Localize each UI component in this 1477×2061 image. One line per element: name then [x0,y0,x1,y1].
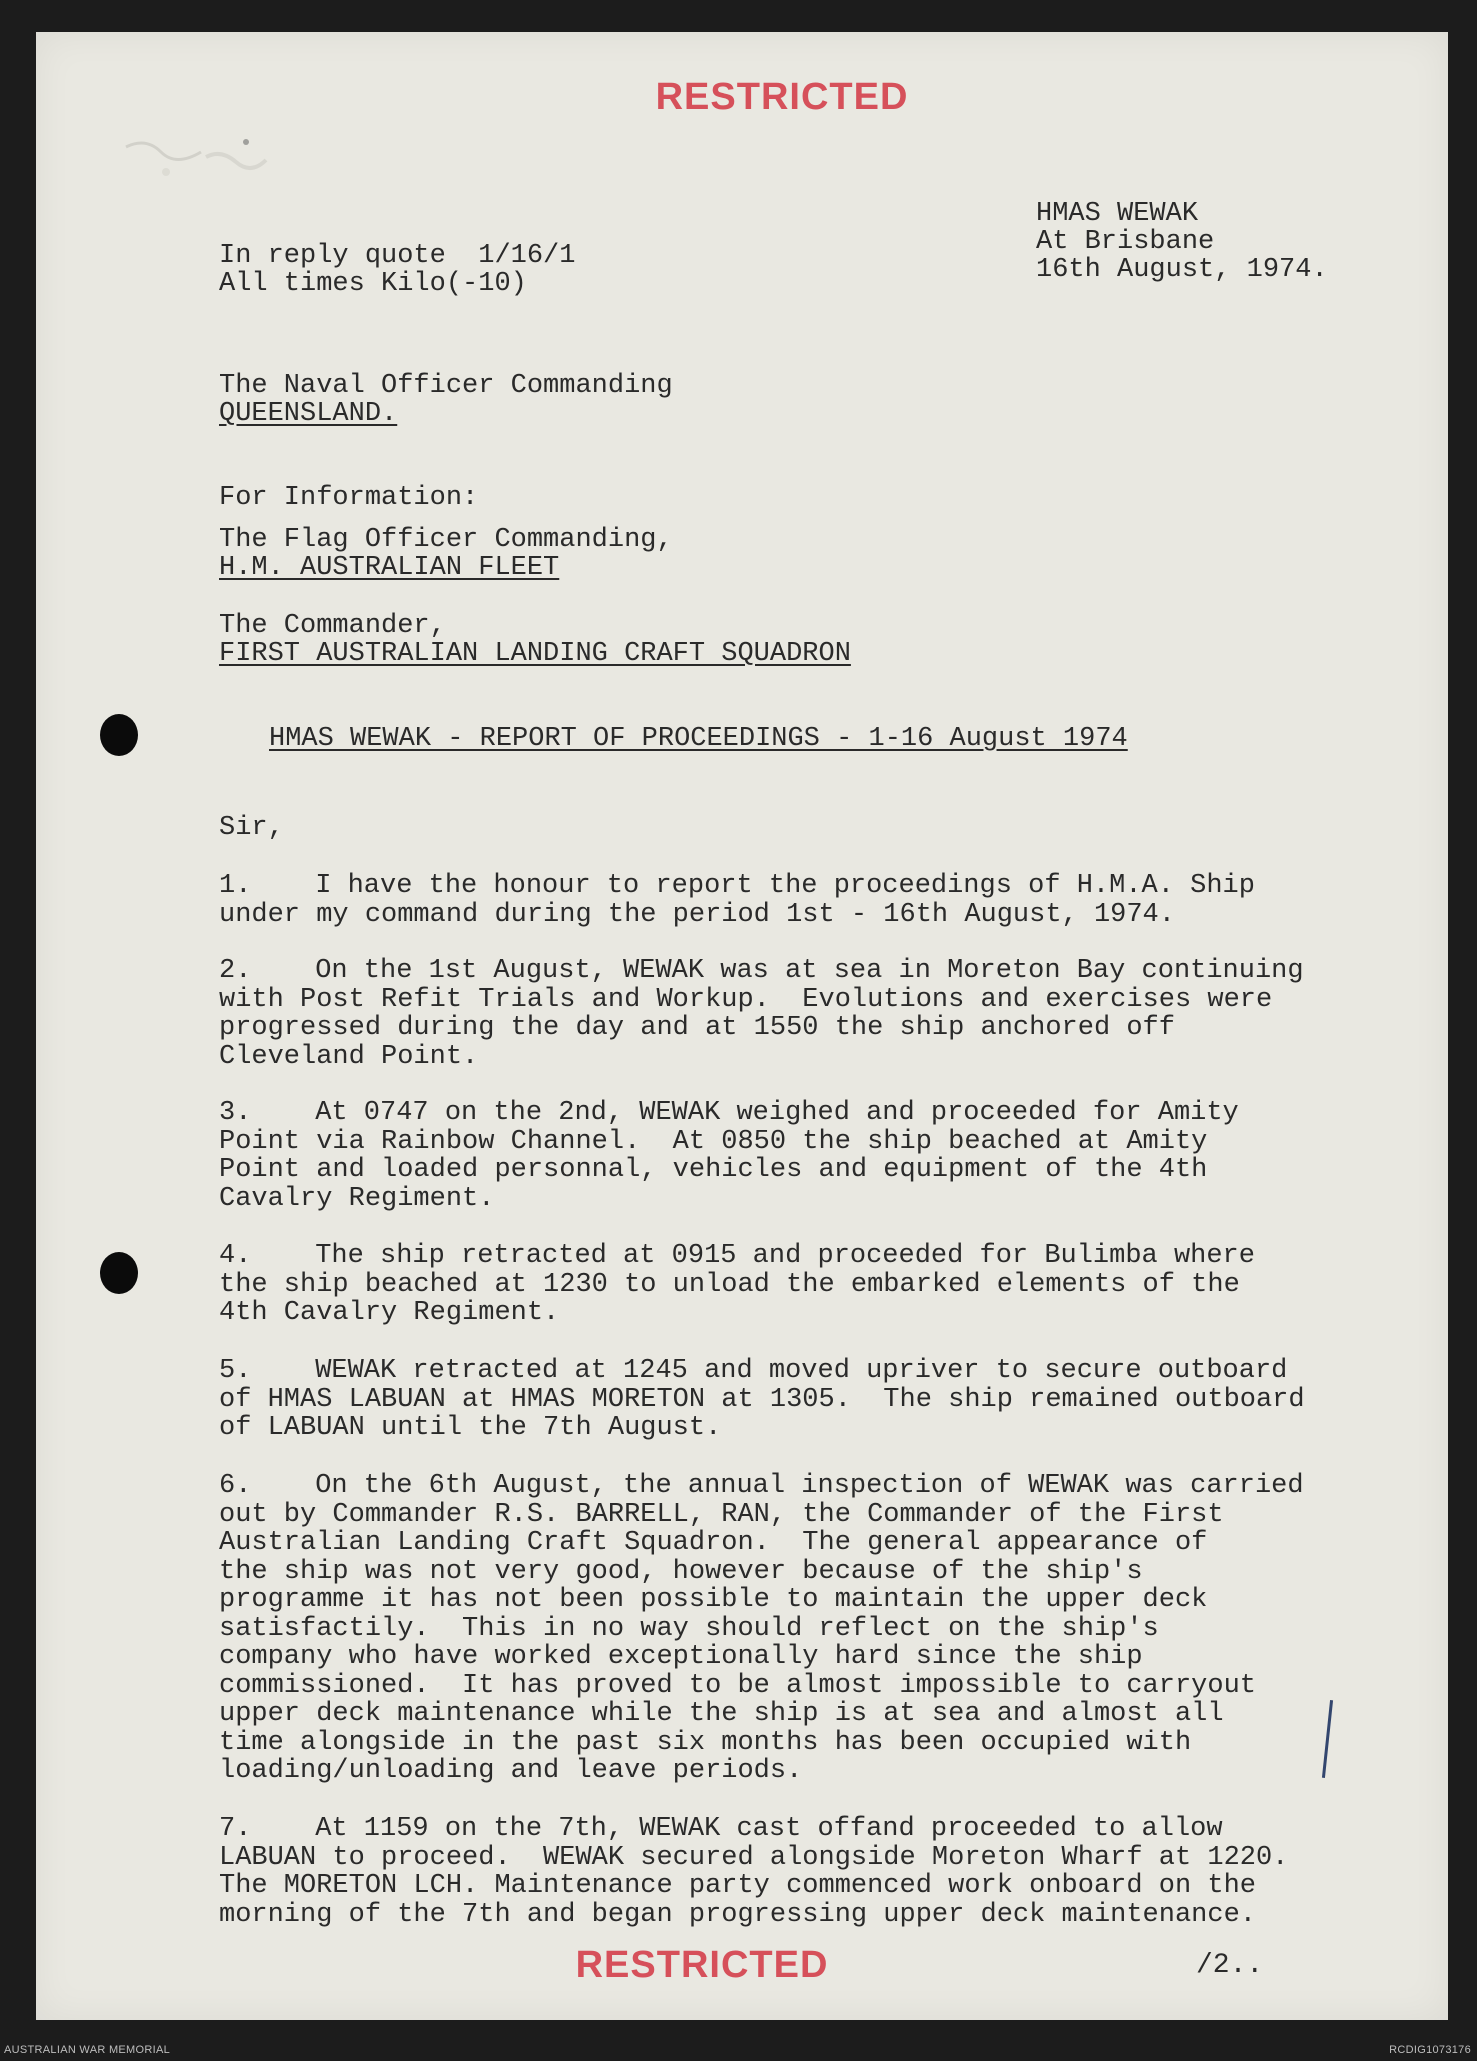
reference-line: In reply quote 1/16/1 [219,241,576,271]
paragraph-2: 2. On the 1st August, WEWAK was at sea in Moreton Bay continuing with Post Refit Trials and Workup. Evolutions and exercises were progressed during the day and at 1550 the ship anchored off Cleveland Point. [219,956,1304,1072]
addressee-title: The Naval Officer Commanding [219,371,673,401]
paragraph-number: 1. [219,871,252,901]
paper-smudge [106,117,306,197]
restricted-stamp-top: RESTRICTED [655,76,909,118]
paragraph-1: 1. I have the honour to report the proceedings of H.M.A. Ship under my command during the period 1st - 16th August, 1974. [219,871,1255,930]
info-recipient-1-command: H.M. AUSTRALIAN FLEET [219,553,560,583]
sender-ship: HMAS WEWAK [1036,199,1199,229]
letter-date: 16th August, 1974. [1036,255,1328,285]
paragraph-6: 6. On the 6th August, the annual inspection of WEWAK was carried out by Commander R.S. BARRELL, RAN, the Commander of the First Australian Landing Craft Squadron. The general appearance of the ship was not very good, however because of the ship's programme it has not been possible to maintain the upper deck satisfactily. This in no way should reflect on the ship's company who have worked exceptionally hard since the ship commissioned. It has proved to be almost impossible to carryout upper deck maintenance while the ship is at sea and almost all time alongside in the past six months has been occupied with loading/unloading and leave periods. [219,1471,1304,1786]
for-information-heading: For Information: [219,483,479,513]
paragraph-number: 6. [219,1471,252,1501]
paragraph-7: 7. At 1159 on the 7th, WEWAK cast offand proceeded to allow LABUAN to proceed. WEWAK secured alongside Moreton Wharf at 1220. The MORETON LCH. Maintenance party commenced work onboard on the morning of the 7th and began progressing upper deck maintenance. [219,1814,1289,1930]
subject-line: HMAS WEWAK - REPORT OF PROCEEDINGS - 1-16 August 1974 [269,724,1128,754]
paragraph-number: 2. [219,956,252,986]
paragraph-number: 3. [219,1098,252,1128]
addressee-command: QUEENSLAND. [219,399,398,429]
time-zone-note: All times Kilo(-10) [219,269,527,299]
info-recipient-2-title: The Commander, [219,611,446,641]
paragraph-number: 7. [219,1814,252,1844]
info-recipient-2-command: FIRST AUSTRALIAN LANDING CRAFT SQUADRON [219,639,851,669]
continuation-page-ref: /2.. [1196,1950,1264,1981]
salutation: Sir, [219,813,284,843]
info-recipient-1-title: The Flag Officer Commanding, [219,525,673,555]
document-page [36,32,1448,2020]
footer-record-id: RCDIG1073176 [1389,2044,1471,2056]
paragraph-number: 5. [219,1356,252,1386]
punch-hole-bottom [100,1252,138,1294]
restricted-stamp-bottom: RESTRICTED [575,1944,829,1986]
paragraph-5: 5. WEWAK retracted at 1245 and moved upriver to secure outboard of HMAS LABUAN at HMAS MORETON at 1305. The ship remained outboard of LABUAN until the 7th August. [219,1356,1305,1443]
footer-archive-name: AUSTRALIAN WAR MEMORIAL [4,2044,171,2056]
punch-hole-top [100,714,138,756]
paragraph-3: 3. At 0747 on the 2nd, WEWAK weighed and proceeded for Amity Point via Rainbow Channel. At 0850 the ship beached at Amity Point and loaded personnal, vehicles and equipment of the 4th Cavalry Regiment. [219,1098,1239,1214]
paragraph-number: 4. [219,1241,252,1271]
sender-location: At Brisbane [1036,227,1215,257]
paragraph-4: 4. The ship retracted at 0915 and proceeded for Bulimba where the ship beached at 1230 to unload the embarked elements of the 4th Cavalry Regiment. [219,1241,1255,1328]
